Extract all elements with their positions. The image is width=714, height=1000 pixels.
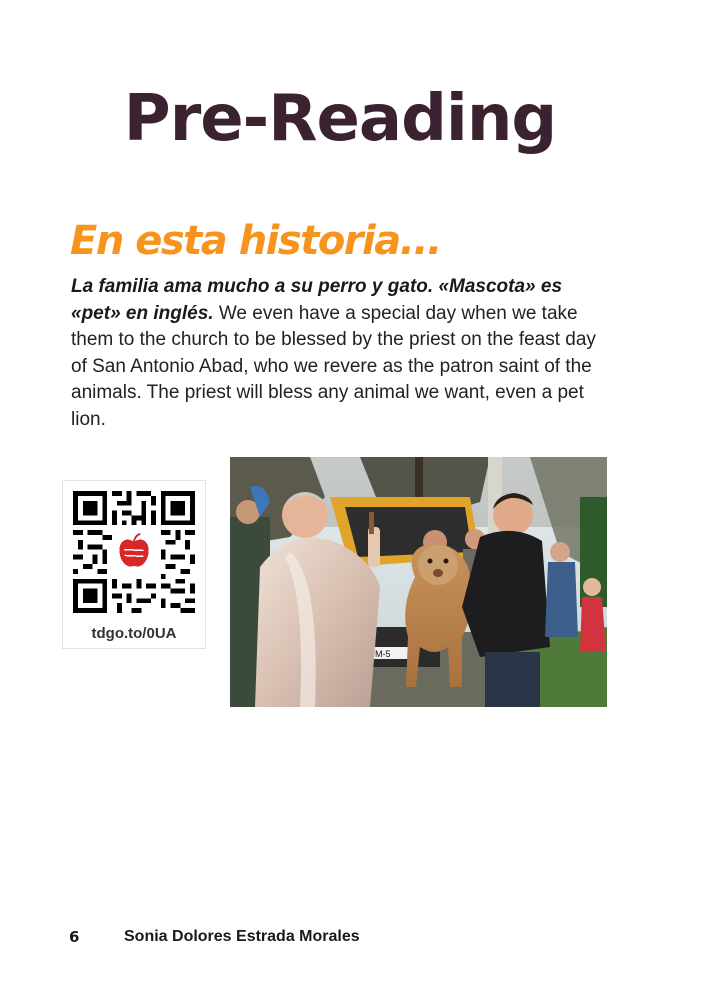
qr-link[interactable]: tdgo.to/0UA (91, 625, 177, 642)
paragraph-english: We even have a special day when we take them to the church to be blessed by the priest on the feast day of San Antonio Abad, who we revere as the patron saint of the animals. The priest will bless any animal we want, even a pet lion. (71, 302, 596, 430)
page-title: Pre-Reading (123, 82, 557, 156)
license-plate-text: M-5 (375, 649, 391, 659)
story-photo (230, 457, 607, 707)
qr-code-icon (73, 491, 195, 613)
page-number: 6 (69, 928, 80, 946)
apple-logo (117, 534, 150, 569)
author-name: Sonia Dolores Estrada Morales (124, 928, 360, 945)
paragraph-lead-spanish: La familia ama mucho a su perro y gato. «Mascota» es «pet» en inglés. (71, 276, 563, 324)
section-heading: En esta historia... (70, 218, 441, 264)
qr-card[interactable] (62, 480, 206, 649)
story-paragraph (71, 274, 616, 433)
